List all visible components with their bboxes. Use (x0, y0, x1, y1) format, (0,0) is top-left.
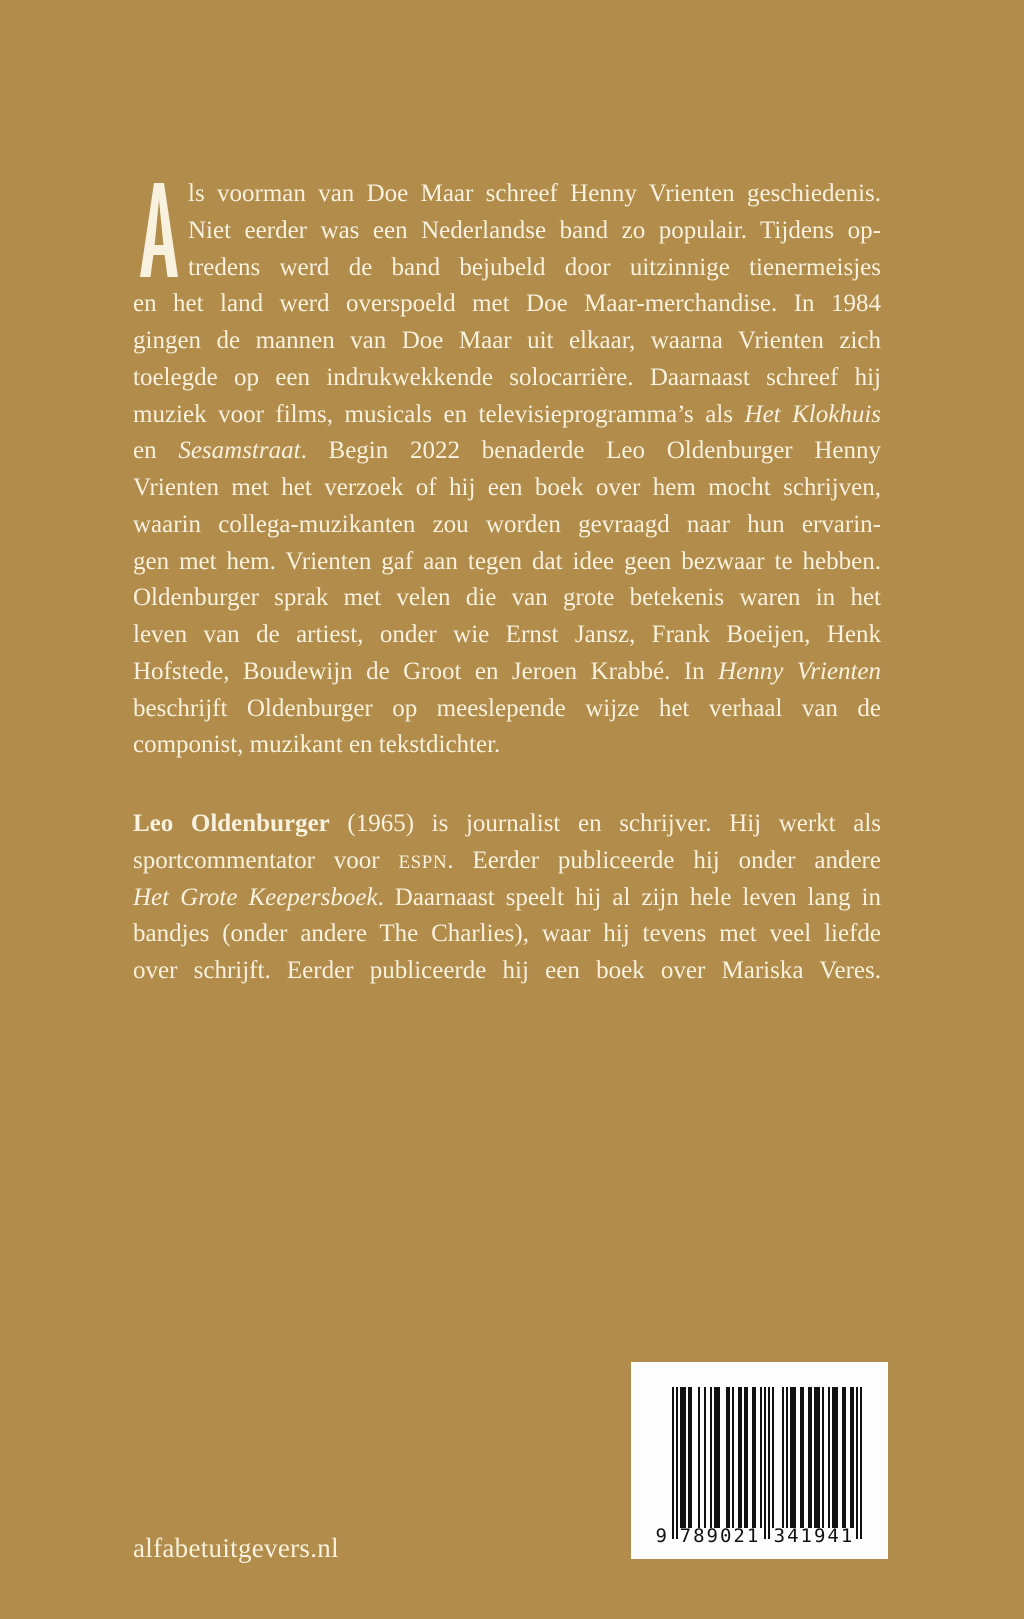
text-line: ls voorman van Doe Maar schreef Henny Vrienten geschiedenis. (188, 180, 881, 207)
text-line: tredens werd de band bejubeld door uitzinnige tienermeisjes (188, 253, 881, 281)
text-line: muziek voor films, musicals en televisieprogramma’s als Het Klokhuis (133, 400, 881, 428)
text-line: en Sesamstraat. Begin 2022 benaderde Leo Oldenburger Henny (133, 437, 881, 465)
text-line: bandjes (onder andere The Charlies), waar hij tevens met veel liefde (133, 920, 881, 948)
isbn-digits-left: 789021 (679, 1525, 761, 1547)
text-line: en het land werd overspoeld met Doe Maar-merchandise. In 1984 (133, 290, 881, 318)
drop-cap-letter (140, 183, 178, 277)
blurb-paragraph (133, 176, 881, 764)
text-line: Het Grote Keepersboek. Daarnaast speelt hij al zijn hele leven lang in (133, 883, 882, 911)
isbn-digits-right: 341941 (773, 1525, 855, 1547)
text-line: gen met hem. Vrienten gaf aan tegen dat idee geen bezwaar te hebben. (133, 547, 881, 575)
isbn-digit-first: 9 (655, 1525, 667, 1547)
text-line: componist, muzikant en tekstdichter. (133, 731, 501, 759)
isbn-digits (631, 1525, 888, 1549)
publisher-url: alfabetuitgevers.nl (133, 1533, 339, 1563)
text-line: beschrijft Oldenburger op meeslepende wijze het verhaal van de (133, 694, 881, 722)
text-line: leven van de artiest, onder wie Ernst Jansz, Frank Boeijen, Henk (133, 621, 881, 648)
text-line: waarin collega-muzikanten zou worden gevraagd naar hun ervarin- (133, 510, 881, 538)
text-line: Niet eerder was een Nederlandse band zo populair. Tijdens op- (188, 216, 881, 244)
barcode (631, 1362, 888, 1559)
text-line: toelegde op een indrukwekkende solocarrière. Daarnaast schreef hij (133, 363, 881, 391)
drop-cap-glyph (140, 183, 178, 277)
blurb-block (133, 176, 881, 990)
text-line: over schrijft. Eerder publiceerde hij een boek over Mariska Veres. (133, 957, 881, 984)
text-line: Leo Oldenburger (1965) is journalist en schrijver. Hij werkt als (133, 810, 881, 837)
text-line: gingen de mannen van Doe Maar uit elkaar, waarna Vrienten zich (133, 327, 881, 354)
barcode-bars (672, 1387, 862, 1539)
text-line: sportcommentator voor ESPN. Eerder publiceerde hij onder andere (133, 846, 881, 874)
text-line: Hofstede, Boudewijn de Groot en Jeroen Krabbé. In Henny Vrienten (133, 657, 882, 685)
text-line: Oldenburger sprak met velen die van grote betekenis waren in het (133, 584, 881, 612)
text-line: Vrienten met het verzoek of hij een boek over hem mocht schrijven, (133, 474, 881, 501)
author-bio-paragraph (133, 806, 881, 990)
